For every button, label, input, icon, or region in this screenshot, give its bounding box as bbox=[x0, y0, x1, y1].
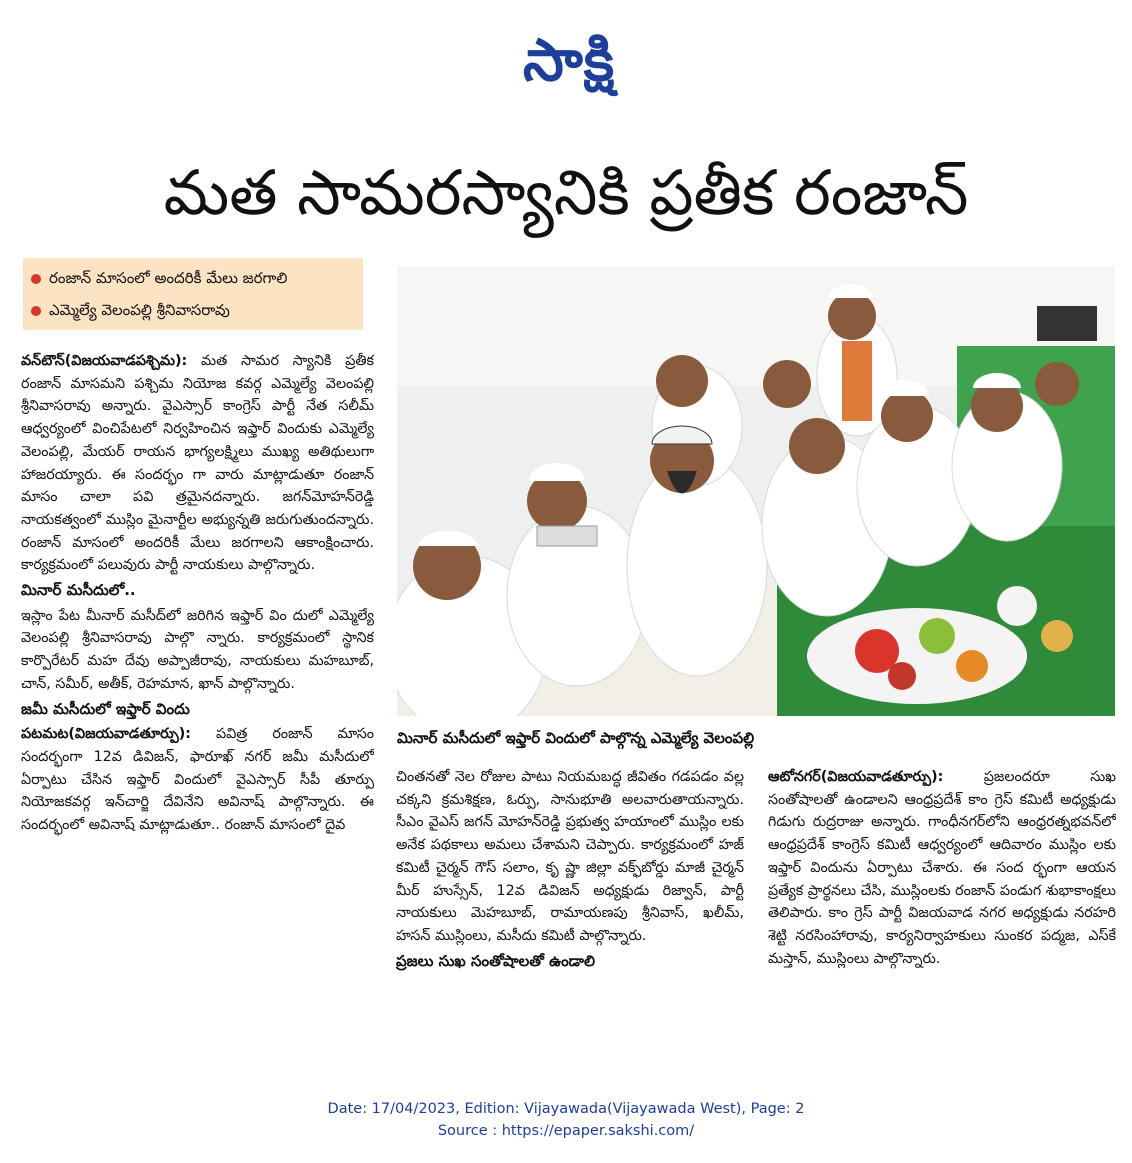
paragraph: చింతనతో నెల రోజుల పాటు నియమబద్ధ జీవితం గడపడం వల్ల చక్కని క్రమశిక్షణ, ఓర్పు, సానుభూతి అలవారుతాయన్నారు. సీఎం వైఎస్ జగన్ మోహన్‌రెడ్డి ప్రభుత్వ హయాంలో ముస్లిం లకు అనేక పథకాలు అమలు చేశామని చెప్పారు. కార్యక్రమంలో హజ్ కమిటీ చైర్మన్ గౌస్ సలాం, కృ ష్ణా జిల్లా వక్ఫ్‌బోర్డు మాజీ చైర్మన్ మీర్ హుస్సేన్, 12వ డివిజన్ అధ్యక్షుడు రిజ్వాన్, పార్టీ నాయకులు మెహబూబ్, రామాయణపు శ్రీనివాస్, ఖలీమ్, హసన్ ముస్లింలు, మసీదు కమిటీ పాల్గొన్నారు. bbox=[396, 769, 744, 944]
highlight-item: రంజాన్ మాసంలో అందరికీ మేలు జరగాలి bbox=[31, 262, 355, 294]
iftar-photo bbox=[397, 266, 1115, 716]
paragraph: ఇస్లాం పేట మీనార్ మసీద్‌లో జరిగిన ఇఫ్తార్ విం దులో ఎమ్మెల్యే వెలంపల్లి శ్రీనివాసరావు పాల్గొ న్నారు. కార్యక్రమంలో స్థానిక కార్పొరేటర్ మహ దేవు అప్పాజీరావు, నాయకులు మహబూబ్, చాన్, సమీర్, అతీక్, రెహమాన, ఖాన్ పాల్గొన్నారు. bbox=[21, 607, 374, 692]
article-column-1 bbox=[21, 350, 374, 1058]
iftar-photo-illustration bbox=[397, 266, 1115, 716]
paragraph: పటమట(విజయవాడతూర్పు): పవిత్ర రంజాన్ మాసం సందర్భంగా 12వ డివిజన్, ఫారూఖ్ నగర్ జమీ మసీదులో ఏర్పాటు చేసిన ఇఫ్తార్ విందులో వైఎస్సార్ సీపీ తూర్పు నియోజకవర్గ ఇన్‌చార్జి దేవినేని అవినాష్ పాల్గొన్నారు. ఈ సందర్భంలో అవినాష్ మాట్లాడుతూ.. రంజాన్ మాసంలో దైవ bbox=[21, 726, 374, 834]
logo-text: సాక్షి bbox=[522, 26, 616, 94]
subheading: మినార్ మసీదులో.. bbox=[21, 581, 136, 600]
subheading: ప్రజలు సుఖ సంతోషాలతో ఉండాలి bbox=[396, 951, 595, 970]
dateline: వన్‌టౌన్(విజయవాడపశ్చిమ): bbox=[21, 353, 188, 369]
sakshi-logo bbox=[474, 22, 664, 98]
footer bbox=[0, 1098, 1132, 1142]
headline: మత సామరస్యానికి ప్రతీక రంజాన్ bbox=[163, 156, 969, 229]
subheading: జమీ మసీదులో ఇఫ్తార్ విందు bbox=[21, 699, 190, 718]
footer-date-edition: Date: 17/04/2023, Edition: Vijayawada(Vijayawada West), Page: 2 bbox=[327, 1101, 805, 1117]
footer-source: Source : https://epaper.sakshi.com/ bbox=[437, 1123, 695, 1139]
dateline: పటమట(విజయవాడతూర్పు): bbox=[21, 726, 191, 743]
photo-caption: మినార్ మసీదులో ఇఫ్తార్ విందులో పాల్గొన్న ఎమ్మెల్యే వెలంపల్లి bbox=[397, 729, 755, 747]
paragraph: వన్‌టౌన్(విజయవాడపశ్చిమ): మత సామర స్యానికి ప్రతీక రంజాన్ మాసమని పశ్చిమ నియోజ కవర్గ ఎమ్మెల్యే వెలంపల్లి శ్రీనివాసరావు అన్నారు. వైఎస్సార్ కాంగ్రెస్ పార్టీ నేత సలీమ్ ఆధ్వర్యంలో వించిపేటలో నిర్వహించిన ఇఫ్తార్ విందుకు ఎమ్మెల్యే వెలంపల్లి, మేయర్ రాయన భాగ్యలక్ష్మిలు ముఖ్య అతిథులుగా హాజరయ్యారు. ఈ సందర్భం గా వారు మాట్లాడుతూ రంజాన్ మాసం చాలా పవి త్రమైనదన్నారు. జగన్‌మోహన్‌రెడ్డి నాయకత్వంలో ముస్లిం మైనార్టీల అభ్యున్నతి జరుగుతుందన్నారు. రంజాన్ మాసంలో అందరికీ మేలు జరగాలని ఆకాంక్షించారు. కార్యక్రమంలో పలువురు పార్టీ నాయకులు పాల్గొన్నారు. bbox=[21, 353, 374, 574]
highlights-box bbox=[23, 258, 363, 330]
dateline: ఆటోనగర్(విజయవాడతూర్పు): bbox=[768, 769, 944, 785]
bullet-icon bbox=[31, 306, 41, 316]
article-column-3 bbox=[768, 766, 1116, 1066]
paragraph: ఆటోనగర్(విజయవాడతూర్పు): ప్రజలందరూ సుఖ సంతోషాలతో ఉండాలని ఆంధ్రప్రదేశ్ కాం గ్రెస్ కమిటీ అధ్యక్షుడు గిడుగు రుద్రరాజు అన్నారు. గాంధీనగర్‌లోని ఆంధ్రరత్నభవన్‌లో ఆంధ్రప్రదేశ్ కాంగ్రెస్ కమిటీ ఆధ్వర్యంలో ఆదివారం ముస్లిం లకు ఇఫ్తార్ విందును ఏర్పాటు చేశారు. ఈ సంద ర్భంగా ఆయన ప్రత్యేక ప్రార్థనలు చేసి, ముస్లింలకు రంజాన్ పండుగ శుభాకాంక్షలు తెలిపారు. కాం గ్రెస్ పార్టీ విజయవాడ నగర అధ్యక్షుడు నరహరి శెట్టి నరసింహారావు, కార్యనిర్వాహకులు సుంకర పద్మజ, ఎస్‌కే మస్తాన్, ముస్లింలు పాల్గొన్నారు. bbox=[768, 769, 1116, 967]
highlight-item: ఎమ్మెల్యే వెలంపల్లి శ్రీనివాసరావు bbox=[31, 294, 355, 326]
article-column-2 bbox=[396, 766, 744, 1066]
bullet-icon bbox=[31, 274, 41, 284]
